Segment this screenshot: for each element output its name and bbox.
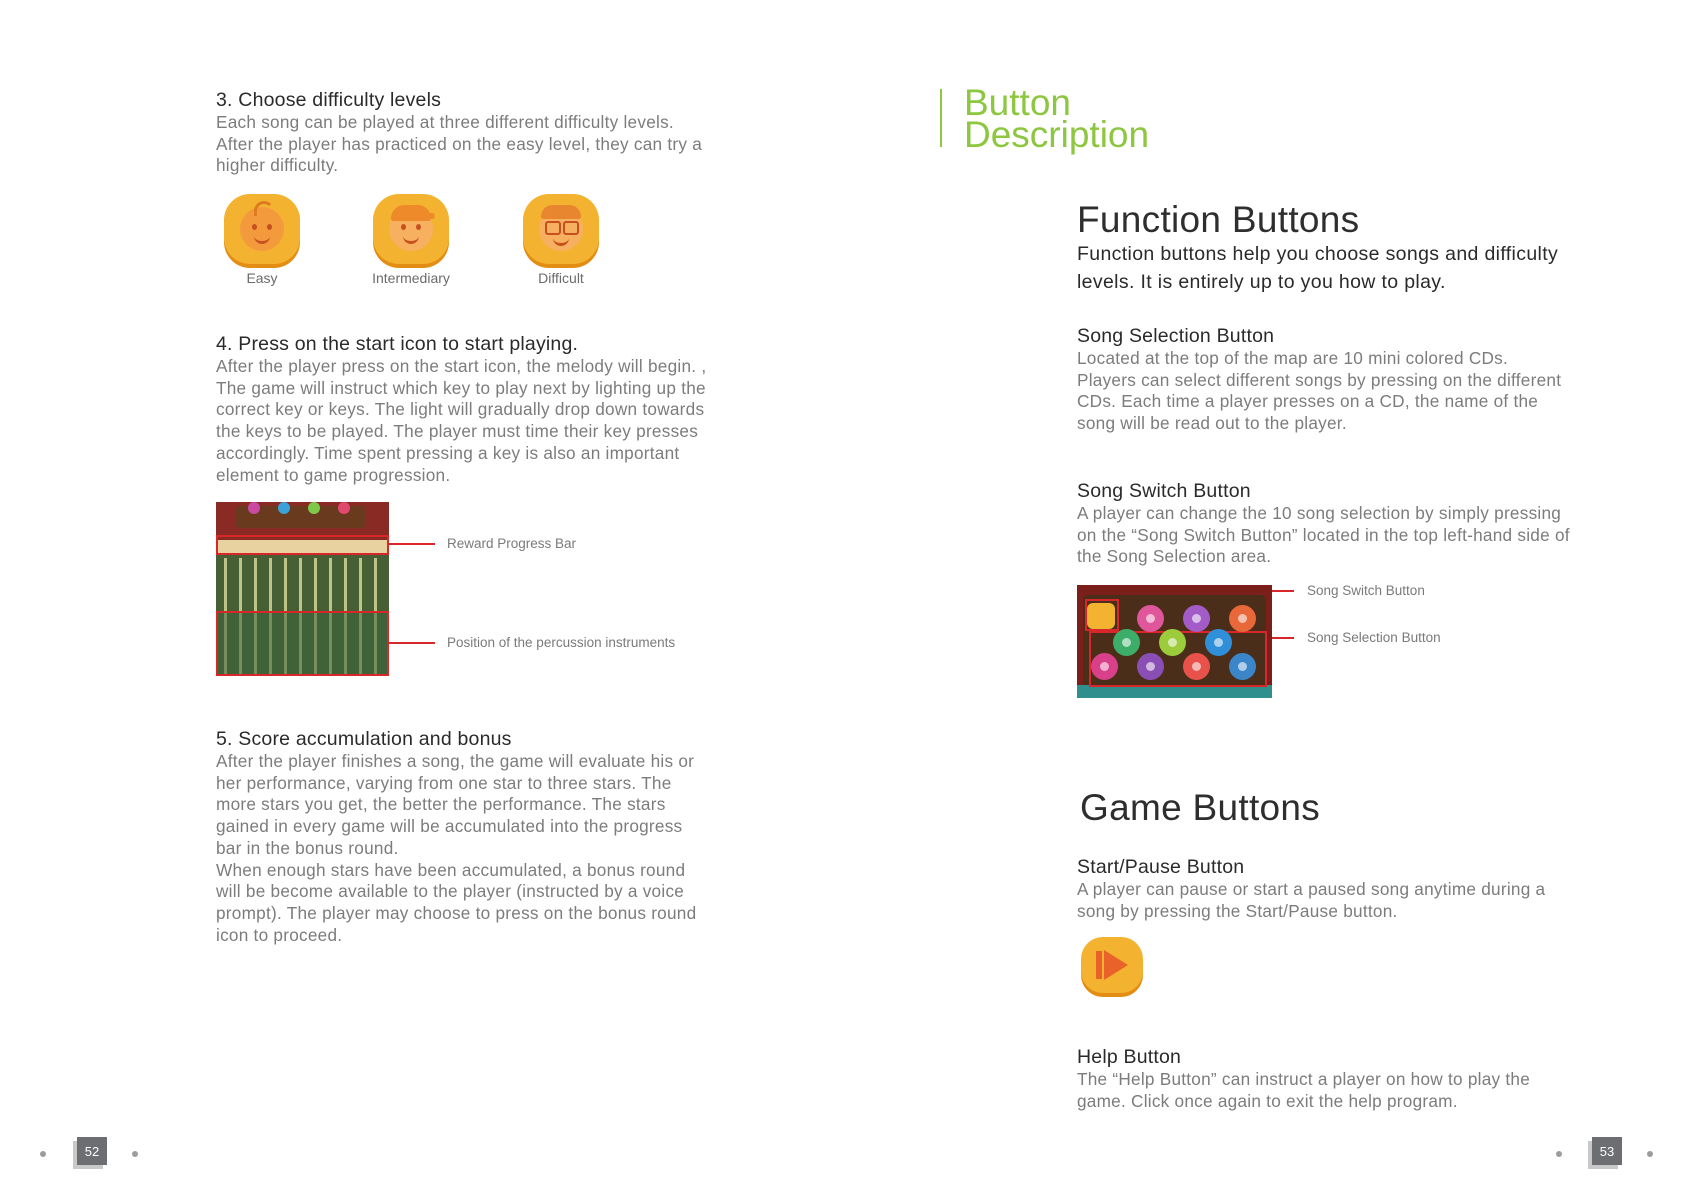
paragraph-line: more stars you get, the better the performance. The stars xyxy=(216,794,666,815)
paragraph-line: A player can pause or start a paused song anytime during a xyxy=(1077,879,1546,899)
percussion-highlight xyxy=(216,611,389,676)
paragraph-line: song by pressing the Start/Pause button. xyxy=(1077,900,1398,921)
paragraph-line: A player can change the 10 song selection by simply pressing xyxy=(1077,503,1562,523)
paragraph-line: accordingly. Time spent pressing a key is also an important xyxy=(216,442,680,463)
intermediary-level-button[interactable] xyxy=(373,194,449,264)
title-accent-bar xyxy=(940,89,942,147)
paragraph-line: After the player press on the start icon, the melody will begin. , xyxy=(216,356,707,376)
section-3-heading: 3. Choose difficulty levels xyxy=(216,89,442,111)
section-5-heading: 5. Score accumulation and bonus xyxy=(216,728,512,750)
paragraph-line: her performance, varying from one star to three stars. The xyxy=(216,772,672,793)
paragraph-line: After the player finishes a song, the game will evaluate his or xyxy=(216,751,695,771)
section-3-body xyxy=(216,112,748,177)
intro-line: levels. It is entirely up to you how to play. xyxy=(1077,271,1446,293)
page-number: 53 xyxy=(1592,1137,1622,1165)
section-4-body xyxy=(216,356,748,486)
section-title xyxy=(964,82,1150,155)
paragraph-line: bar in the bonus round. xyxy=(216,837,399,858)
cd-icon[interactable] xyxy=(1205,629,1232,656)
section-5-body xyxy=(216,751,748,946)
paragraph-line: prompt). The player may choose to press on the bonus round xyxy=(216,902,697,923)
callout-line xyxy=(1272,590,1294,592)
function-buttons-intro xyxy=(1077,240,1612,296)
paragraph-line: song will be read out to the player. xyxy=(1077,413,1347,434)
song-switch-heading: Song Switch Button xyxy=(1077,480,1251,502)
function-buttons-heading: Function Buttons xyxy=(1077,199,1360,240)
cd-icon[interactable] xyxy=(1183,605,1210,632)
song-selection-heading: Song Selection Button xyxy=(1077,325,1275,347)
easy-level-label: Easy xyxy=(246,270,278,286)
cd-icon[interactable] xyxy=(1229,605,1256,632)
start-pause-button[interactable] xyxy=(1081,937,1143,993)
cd-icon[interactable] xyxy=(1113,629,1140,656)
callout-line xyxy=(389,543,435,545)
song-selection-body xyxy=(1077,348,1612,435)
footer-dot xyxy=(1556,1151,1562,1157)
reward-progress-bar-label: Reward Progress Bar xyxy=(447,536,577,551)
song-switch-callout-label: Song Switch Button xyxy=(1307,583,1425,598)
callout-line xyxy=(389,642,435,644)
paragraph-line: The game will instruct which key to play next by lighting up the xyxy=(216,377,706,398)
gameplay-screenshot xyxy=(216,502,389,676)
help-body xyxy=(1077,1069,1612,1112)
reward-progress-bar-highlight xyxy=(216,535,389,555)
game-buttons-heading: Game Buttons xyxy=(1080,787,1321,828)
paragraph-line: the keys to be played. The player must time their key presses xyxy=(216,421,699,442)
cd-icon[interactable] xyxy=(1091,653,1118,680)
paragraph-line: the Song Selection area. xyxy=(1077,546,1272,567)
play-pause-icon xyxy=(1096,950,1128,980)
paragraph-line: higher difficulty. xyxy=(216,155,339,176)
paragraph-line: icon to proceed. xyxy=(216,924,343,945)
song-switch-highlight xyxy=(1085,599,1119,631)
paragraph-line: gained in every game will be accumulated into the progress xyxy=(216,816,683,837)
paragraph-line: CDs. Each time a player presses on a CD, the name of the xyxy=(1077,391,1539,412)
paragraph-line: will be become available to the player (instructed by a voice xyxy=(216,881,685,902)
intermediary-level-label: Intermediary xyxy=(372,270,450,286)
paragraph-line: After the player has practiced on the easy level, they can try a xyxy=(216,133,703,154)
paragraph-line: Players can select different songs by pressing on the different xyxy=(1077,369,1562,390)
paragraph-line: game. Click once again to exit the help program. xyxy=(1077,1090,1458,1111)
page-number: 52 xyxy=(77,1137,107,1165)
difficult-level-button[interactable] xyxy=(523,194,599,264)
section-title-line: Description xyxy=(964,114,1150,155)
boy-face-icon xyxy=(373,194,449,264)
start-pause-body xyxy=(1077,879,1612,922)
difficult-level-label: Difficult xyxy=(538,270,584,286)
song-selection-screenshot xyxy=(1077,585,1272,698)
cd-icon[interactable] xyxy=(1183,653,1210,680)
paragraph-line: Each song can be played at three different difficulty levels. xyxy=(216,112,674,132)
start-pause-heading: Start/Pause Button xyxy=(1077,856,1245,878)
cd-icon[interactable] xyxy=(1137,605,1164,632)
footer-dot xyxy=(40,1151,46,1157)
help-heading: Help Button xyxy=(1077,1046,1182,1068)
cd-icon[interactable] xyxy=(1159,629,1186,656)
intro-line: Function buttons help you choose songs and difficulty xyxy=(1077,243,1559,265)
easy-level-button[interactable] xyxy=(224,194,300,264)
song-selection-callout-label: Song Selection Button xyxy=(1307,630,1441,645)
cd-icon[interactable] xyxy=(1229,653,1256,680)
paragraph-line: correct key or keys. The light will gradually drop down towards xyxy=(216,399,705,420)
cd-icon[interactable] xyxy=(1137,653,1164,680)
baby-face-icon xyxy=(224,194,300,264)
paragraph-line: on the “Song Switch Button” located in the top left-hand side of xyxy=(1077,524,1570,545)
paragraph-line: element to game progression. xyxy=(216,464,451,485)
percussion-position-label: Position of the percussion instruments xyxy=(447,635,676,650)
song-switch-body xyxy=(1077,503,1612,568)
footer-dot xyxy=(132,1151,138,1157)
paragraph-line: Located at the top of the map are 10 mini colored CDs. xyxy=(1077,348,1509,368)
section-title-line: Button xyxy=(964,82,1071,123)
section-4-heading: 4. Press on the start icon to start playing. xyxy=(216,333,579,355)
paragraph-line: The “Help Button” can instruct a player on how to play the xyxy=(1077,1069,1531,1089)
footer-dot xyxy=(1647,1151,1653,1157)
callout-line xyxy=(1272,637,1294,639)
paragraph-line: When enough stars have been accumulated, a bonus round xyxy=(216,859,686,880)
glasses-face-icon xyxy=(523,194,599,264)
